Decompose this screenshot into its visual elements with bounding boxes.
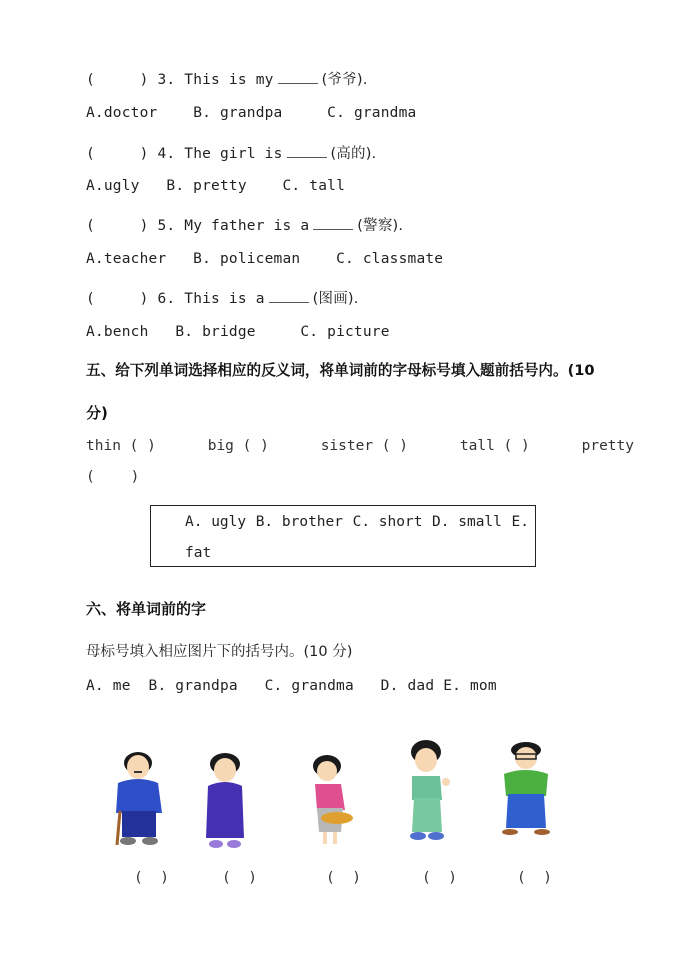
fill-blank[interactable] bbox=[278, 71, 318, 84]
chinese-hint: (警察). bbox=[357, 218, 404, 234]
figure-answer-paren-3[interactable]: ( ) bbox=[326, 870, 361, 886]
question-stem: My father is a bbox=[184, 218, 310, 234]
grandma-figure-icon bbox=[200, 748, 250, 852]
option-c: C. grandma bbox=[327, 105, 417, 121]
answer-paren[interactable]: ( ) bbox=[86, 291, 149, 307]
question-6 bbox=[86, 287, 359, 308]
option-c: C. tall bbox=[282, 178, 346, 194]
chinese-hint: (爷爷). bbox=[321, 72, 368, 88]
option-b: B. pretty bbox=[166, 178, 247, 194]
option-c: C. classmate bbox=[336, 251, 444, 267]
boy-figure-icon bbox=[402, 738, 452, 843]
chinese-hint: (图画). bbox=[312, 291, 359, 307]
answer-paren[interactable]: ( ) bbox=[86, 146, 149, 162]
section5-heading-cont: 分) bbox=[86, 404, 108, 422]
figure-answer-paren-2[interactable]: ( ) bbox=[222, 870, 257, 886]
fill-blank[interactable] bbox=[287, 145, 327, 158]
bank-option-e: E. bbox=[511, 514, 529, 530]
section6-instruction: 母标号填入相应图片下的括号内。(10 分) bbox=[86, 644, 353, 660]
bank-option-d: D. small bbox=[432, 514, 502, 530]
question-3 bbox=[86, 68, 368, 89]
options-5 bbox=[86, 251, 443, 267]
option-b: B. policeman bbox=[193, 251, 301, 267]
section6-heading: 六、将单词前的字 bbox=[86, 600, 207, 618]
bank-option-b: B. brother bbox=[255, 514, 344, 530]
options-4 bbox=[86, 178, 345, 194]
bank-option-a: A. ugly bbox=[185, 514, 247, 530]
word-bank-box bbox=[150, 505, 536, 567]
grandpa-figure-icon bbox=[108, 745, 170, 850]
answer-paren[interactable]: ( ) bbox=[86, 72, 149, 88]
option-a: A.ugly bbox=[86, 178, 140, 194]
section5-heading: 五、给下列单词选择相应的反义词，将单词前的字母标号填入题前括号内。(10 bbox=[86, 362, 595, 379]
question-number: 3. bbox=[157, 72, 176, 88]
figure-answer-paren-4[interactable]: ( ) bbox=[422, 870, 457, 886]
word-pretty: pretty bbox=[581, 438, 634, 454]
word-pretty-paren[interactable]: ( ) bbox=[86, 469, 140, 485]
figure-answer-paren-1[interactable]: ( ) bbox=[134, 870, 169, 886]
question-number: 4. bbox=[157, 146, 176, 162]
fill-blank[interactable] bbox=[269, 290, 309, 303]
word-thin[interactable]: thin ( ) bbox=[86, 438, 156, 454]
option-a: A.doctor bbox=[86, 105, 158, 121]
option-b: B. bridge bbox=[175, 324, 256, 340]
question-4 bbox=[86, 142, 376, 163]
question-stem: This is a bbox=[184, 291, 265, 307]
word-sister[interactable]: sister ( ) bbox=[320, 438, 409, 454]
question-number: 6. bbox=[157, 291, 176, 307]
bank-option-c: C. short bbox=[352, 514, 423, 530]
option-a: A.bench bbox=[86, 324, 149, 340]
options-3 bbox=[86, 105, 416, 121]
mom-figure-icon bbox=[305, 752, 360, 852]
option-b: B. grandpa bbox=[193, 105, 283, 121]
answer-paren[interactable]: ( ) bbox=[86, 218, 149, 234]
dad-figure-icon bbox=[496, 740, 556, 840]
question-number: 5. bbox=[157, 218, 176, 234]
option-a: A.teacher bbox=[86, 251, 167, 267]
chinese-hint: (高的). bbox=[330, 146, 377, 162]
figure-answer-paren-5[interactable]: ( ) bbox=[517, 870, 552, 886]
question-stem: This is my bbox=[184, 72, 274, 88]
word-big[interactable]: big ( ) bbox=[207, 438, 269, 454]
question-5 bbox=[86, 214, 403, 235]
bank-option-e-word: fat bbox=[185, 545, 212, 561]
word-tall[interactable]: tall ( ) bbox=[459, 438, 530, 454]
options-6 bbox=[86, 324, 390, 340]
option-c: C. picture bbox=[300, 324, 390, 340]
fill-blank[interactable] bbox=[313, 217, 353, 230]
antonym-word-row bbox=[86, 438, 634, 454]
section6-options: A. me B. grandpa C. grandma D. dad E. mom bbox=[86, 678, 497, 694]
question-stem: The girl is bbox=[184, 146, 283, 162]
